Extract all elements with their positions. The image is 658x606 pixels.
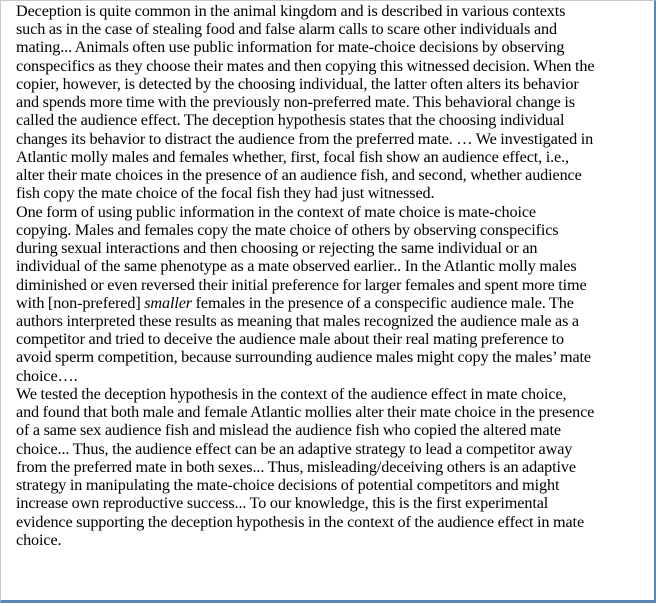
text-line: diminished or even reversed their initial preference for larger females and spent more time [16,275,587,294]
text-line: avoid sperm competition, because surrounding audience males might copy the males’ mate [16,348,591,367]
paragraph-3 [5,385,653,549]
text-line: and found that both male and female Atlantic mollies alter their mate choice in the presence [16,403,595,422]
text-line: choice…. [16,366,78,385]
text-line: mating... Animals often use public information for mate-choice decisions by observing [16,38,565,57]
text-line: from the preferred mate in both sexes... Thus, misleading/deceiving others is an adaptive [16,457,576,476]
text-line: fish copy the mate choice of the focal fish they had just witnessed. [16,184,435,203]
text-line: We tested the deception hypothesis in the context of the audience effect in mate choice, [16,384,567,403]
document-body [5,2,653,549]
text-line: copying. Males and females copy the mate choice of others by observing conspecifics [16,220,559,239]
text-line: with [non-prefered] smaller females in the presence of a conspecific audience male. The [16,293,574,312]
text-line: strategy in manipulating the mate-choice decisions of potential competitors and might [16,476,560,495]
text-line: authors interpreted these results as meaning that males recognized the audience male as a [16,311,579,330]
text-line: choice. [16,530,62,549]
text-line: evidence supporting the deception hypothesis in the context of the audience effect in mate [16,512,585,531]
text-line: choice... Thus, the audience effect can be an adaptive strategy to lead a competitor away [16,439,573,458]
text-line: such as in the case of stealing food and false alarm calls to scare other individuals and [16,20,558,39]
paragraph-1 [5,2,653,203]
paragraph-2 [5,203,653,385]
text-line: Deception is quite common in the animal kingdom and is described in various contexts [16,2,566,20]
text-line: individual of the same phenotype as a mate observed earlier.. In the Atlantic molly males [16,257,577,276]
text-line: copier, however, is detected by the choosing individual, the latter often alters its behavior [16,74,579,93]
text-line: competitor and tried to deceive the audience male about their real mating preference to [16,330,564,349]
italic-word: smaller [144,293,192,312]
text-line: increase own reproductive success... To our knowledge, this is the first experimental [16,494,549,513]
text-line: during sexual interactions and then choosing or rejecting the same individual or an [16,239,538,258]
text-line: changes its behavior to distract the audience from the preferred mate. … We investigated in [16,129,594,148]
text-line: of a same sex audience fish and mislead the audience fish who copied the altered mate [16,421,561,440]
text-line: Atlantic molly males and females whether, first, focal fish show an audience effect, i.e., [16,147,569,166]
text-line: alter their mate choices in the presence of an audience fish, and second, whether audience [16,166,582,185]
text-line: One form of using public information in the context of mate choice is mate-choice [16,202,536,221]
text-line: and spends more time with the previously non-preferred mate. This behavioral change is [16,93,575,112]
text-line: conspecifics as they choose their mates and then copying this witnessed decision. When the [16,56,595,75]
text-line: called the audience effect. The deception hypothesis states that the choosing individual [16,111,565,130]
